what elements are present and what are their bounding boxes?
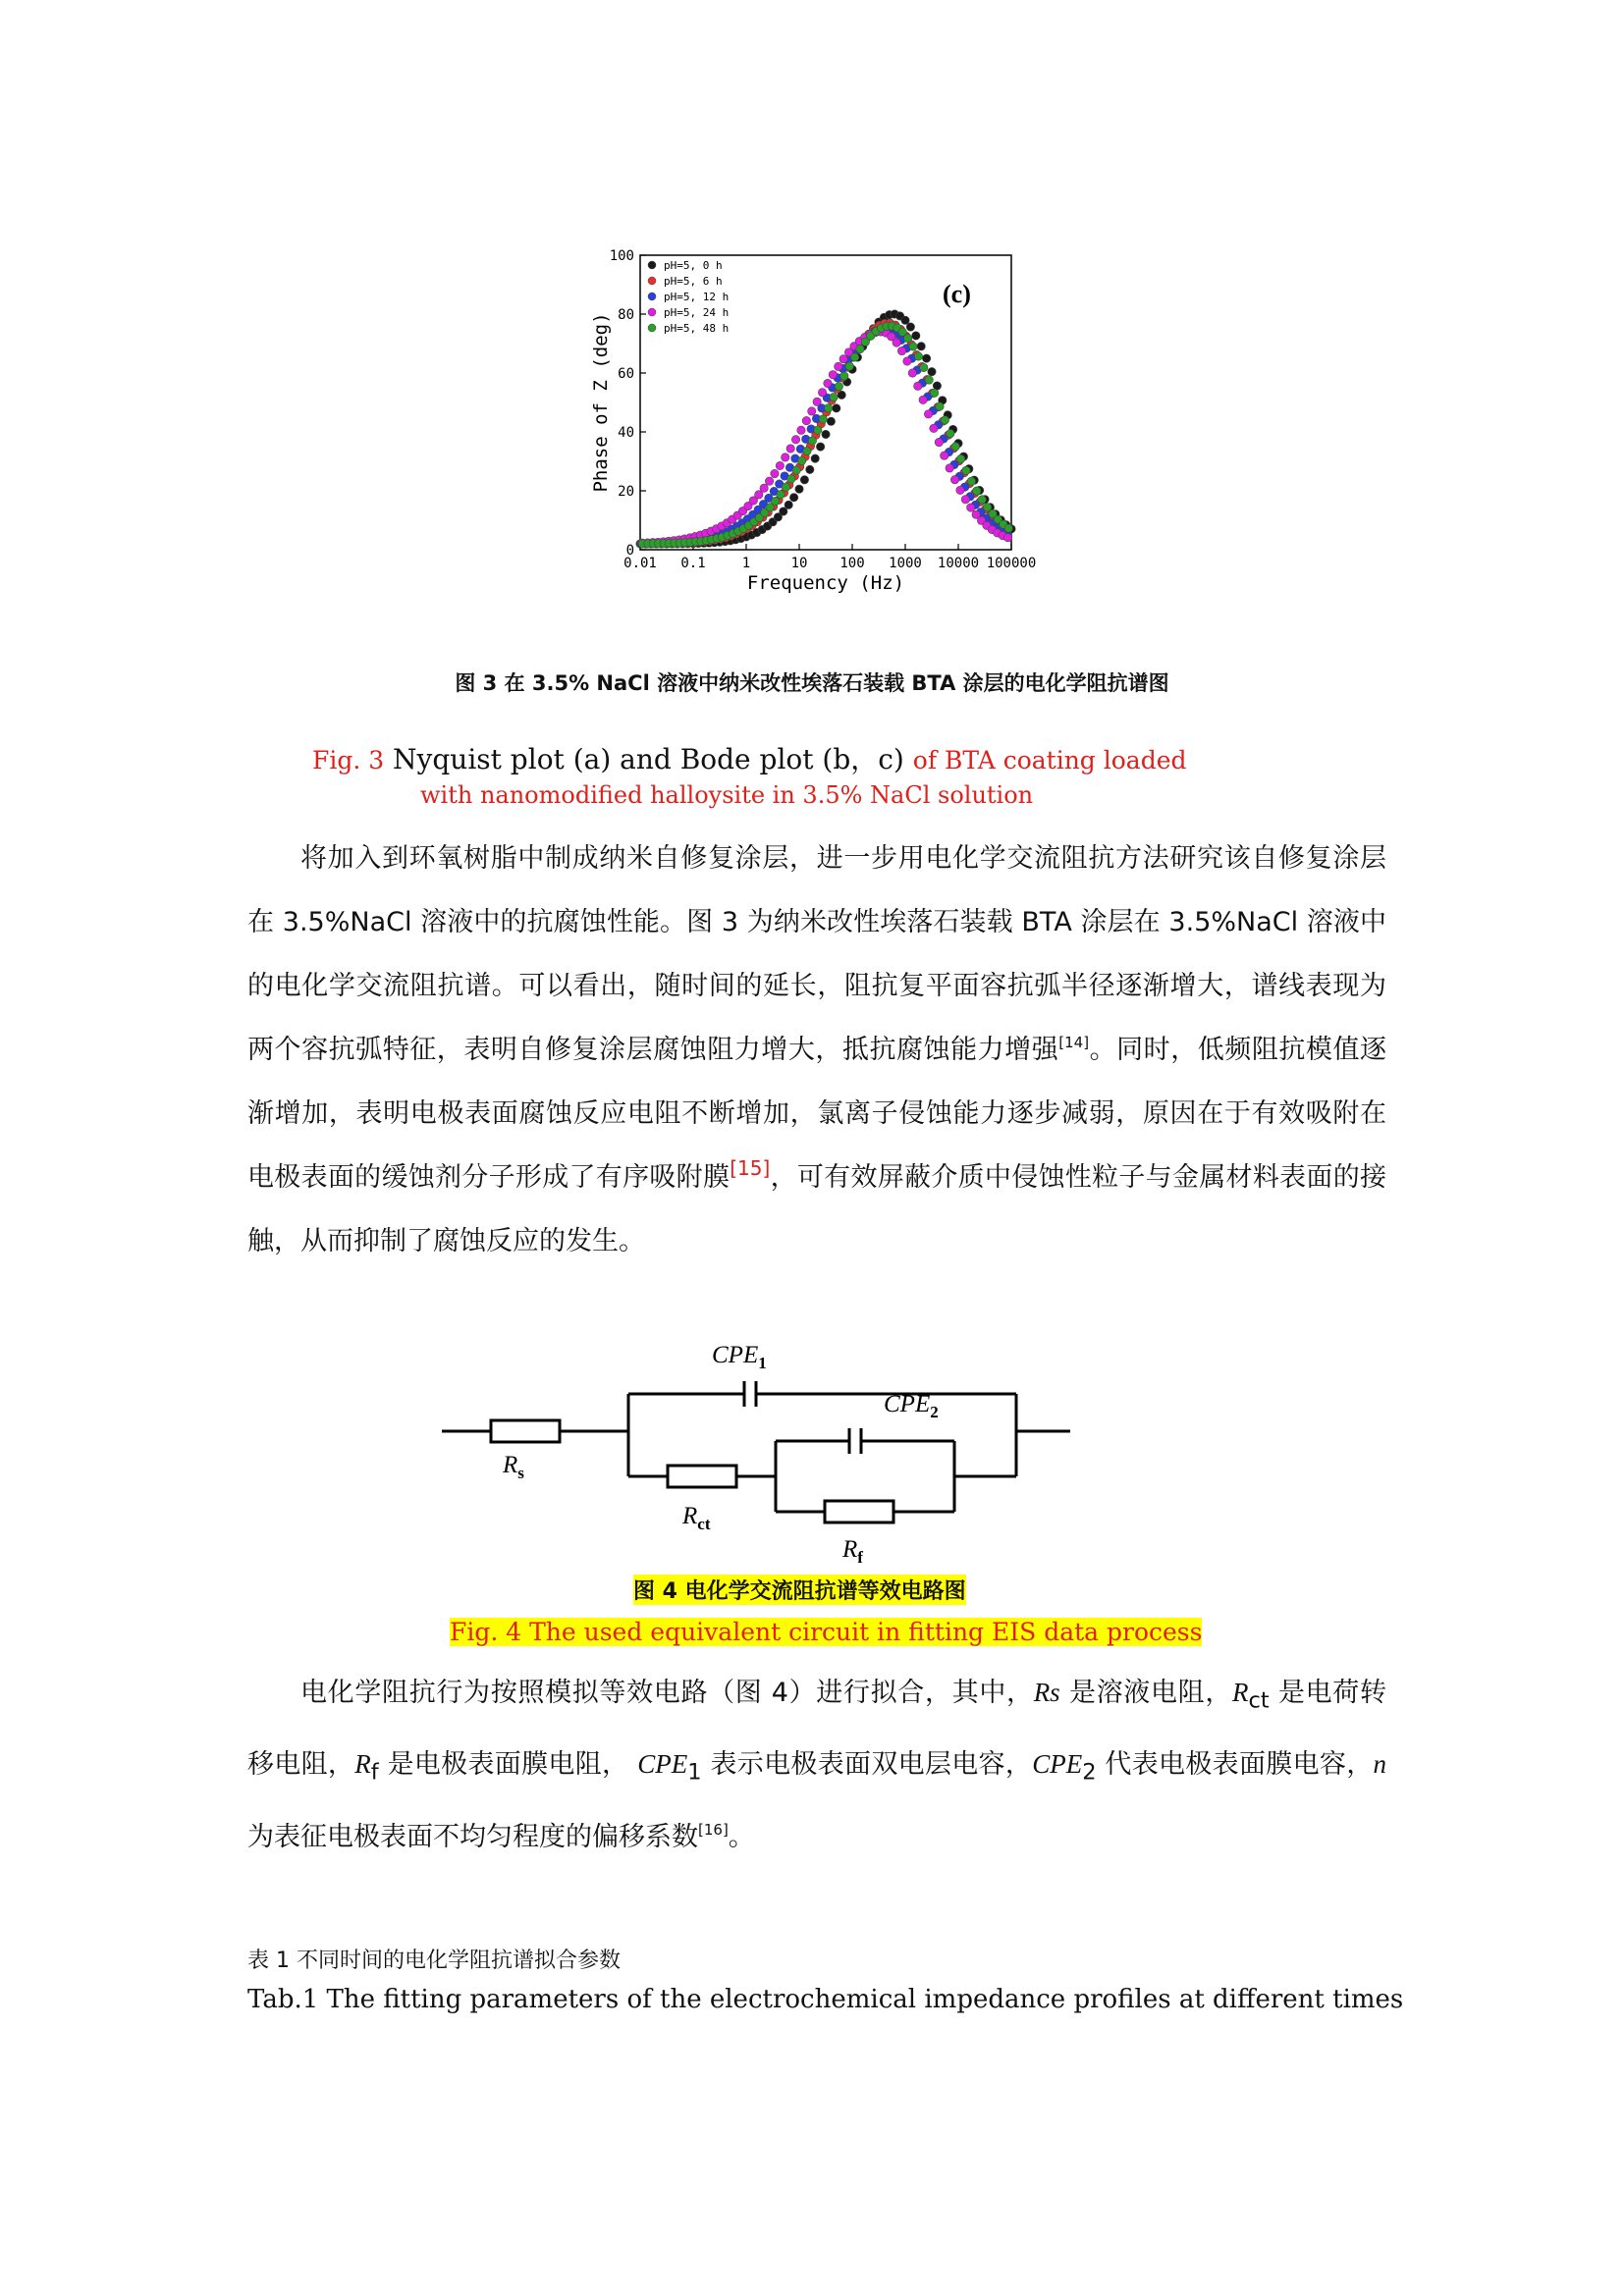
legend-marker	[648, 308, 656, 316]
x-tick-label: 0.1	[680, 556, 706, 571]
data-point	[771, 469, 779, 477]
citation-14: [14]	[1058, 1034, 1090, 1051]
data-point	[1003, 533, 1011, 541]
data-point	[935, 438, 943, 446]
data-point	[928, 367, 936, 375]
data-point	[782, 454, 789, 461]
data-point	[760, 484, 768, 492]
data-point	[936, 402, 944, 410]
x-tick-label: 1	[741, 556, 751, 571]
data-point	[946, 464, 953, 472]
data-point	[917, 343, 925, 350]
data-point	[819, 415, 827, 423]
para2-t8: 。	[728, 1821, 755, 1852]
data-point	[919, 396, 927, 403]
para1-text-1: 将加入到环氧树脂中制成纳米自修复涂层，进一步用电化学交流阻抗方法研究该自修复涂层在 3.5%NaCl 溶液中的抗腐蚀性能。图 3 为纳米改性埃落石装载 BTA 涂层在 3.5%NaCl 溶液中的电化学交流阻抗谱。可以看出，随时间的延长，阻抗复平面容抗弧半径逐渐增大，谱线表现为两个容抗弧特征，表明自修复涂层腐蚀阻力增大，抵抗腐蚀能力增强	[247, 843, 1386, 1065]
para2-t7: 为表征电极表面不均匀程度的偏移系数	[247, 1821, 698, 1852]
data-point	[789, 494, 797, 502]
data-point	[920, 363, 928, 371]
y-tick-label: 80	[618, 307, 634, 323]
para2-t4: 是电极表面膜电阻，	[378, 1749, 638, 1781]
para1-text-2: 。同时，低频阻抗模值逐渐增加，表明电极表面腐蚀反应电阻不断增加，氯离子侵蚀能力逐步减弱，原因在于有效吸附在电极表面的缓蚀剂分子形成了有序吸附膜	[247, 1035, 1387, 1193]
x-tick-label: 1000	[889, 556, 922, 571]
fig4-caption-cn: 图 4 电化学交流阻抗谱等效电路图	[633, 1575, 966, 1605]
data-point	[771, 497, 779, 505]
data-point	[914, 352, 922, 360]
y-tick-label: 40	[618, 425, 634, 441]
legend-marker	[648, 261, 656, 269]
panel-label: (c)	[943, 280, 971, 308]
para2-t2: 是溶液电阻，	[1059, 1678, 1232, 1708]
data-point	[824, 404, 832, 412]
data-point	[967, 477, 975, 485]
sym-rct: R	[1232, 1678, 1249, 1707]
legend-label: pH=5, 12 h	[664, 291, 730, 303]
x-tick-label: 100000	[986, 556, 1037, 571]
table1-title-en: Tab.1 The fitting parameters of the electrochemical impedance profiles at different times	[247, 1985, 1404, 2014]
sym-rf: R	[354, 1749, 371, 1780]
data-point	[802, 416, 810, 424]
data-point	[950, 475, 958, 483]
sym-cpe1-sub: 1	[687, 1759, 702, 1786]
citation-16: [16]	[698, 1820, 729, 1839]
data-point	[850, 353, 858, 361]
y-tick-label: 20	[618, 484, 634, 500]
x-tick-label: 10	[790, 556, 808, 571]
body-paragraph-1	[247, 827, 1386, 1273]
x-tick-label: 10000	[937, 556, 980, 571]
legend-label: pH=5, 6 h	[664, 275, 723, 288]
data-point	[822, 430, 830, 438]
sym-n: n	[1373, 1749, 1387, 1780]
data-point	[908, 369, 916, 377]
data-point	[787, 475, 795, 483]
data-point	[835, 362, 842, 370]
data-point	[827, 417, 835, 425]
data-point	[845, 362, 853, 370]
data-point	[833, 404, 840, 412]
citation-15: [15]	[730, 1156, 771, 1180]
data-point	[786, 445, 794, 453]
sym-rct-sub: ct	[1248, 1687, 1270, 1714]
rct-label: $R_{ct}$	[682, 1503, 711, 1533]
legend-label: pH=5, 24 h	[664, 306, 730, 319]
data-point	[803, 447, 811, 454]
data-point	[930, 424, 938, 432]
data-point	[967, 504, 975, 511]
sym-rs: Rs	[1033, 1678, 1060, 1707]
data-point	[914, 382, 922, 390]
data-point	[893, 339, 900, 347]
data-point	[903, 357, 911, 365]
data-point	[930, 389, 938, 397]
data-point	[962, 466, 970, 474]
legend-marker	[648, 277, 656, 285]
data-point	[840, 372, 848, 380]
data-point	[835, 382, 842, 390]
data-point	[956, 454, 964, 462]
sym-rf-sub: f	[370, 1759, 379, 1786]
data-point	[901, 316, 909, 324]
data-point	[906, 323, 914, 331]
data-point	[808, 407, 816, 415]
table1-title-cn: 表 1 不同时间的电化学阻抗谱拟合参数	[247, 1949, 621, 1973]
sym-cpe1: CPE	[637, 1749, 688, 1780]
data-point	[777, 491, 785, 499]
fig3-caption-en-line2: with nanomodified halloysite in 3.5% NaCl solution	[420, 781, 1034, 809]
data-point	[909, 343, 917, 350]
data-point	[1004, 524, 1012, 532]
sym-cpe2: CPE	[1032, 1749, 1083, 1780]
legend-label: pH=5, 0 h	[664, 259, 723, 272]
data-point	[973, 487, 981, 495]
para2-t1: 电化学阻抗行为按照模拟等效电路（图 4）进行拟合，其中，	[300, 1678, 1034, 1708]
body-paragraph-2	[247, 1661, 1386, 1869]
legend-marker	[648, 293, 656, 300]
data-point	[947, 429, 954, 437]
data-point	[791, 436, 799, 444]
data-point	[839, 355, 847, 363]
bode-phase-chart	[579, 236, 1060, 599]
rs-resistor	[491, 1420, 560, 1442]
rs-label: $R_s$	[503, 1452, 524, 1482]
data-point	[797, 426, 805, 434]
fig3-caption-cn: 图 3 在 3.5% NaCl 溶液中纳米改性埃落石装载 BTA 涂层的电化学阻抗谱图	[455, 671, 1169, 695]
y-tick-label: 60	[618, 366, 634, 382]
data-point	[951, 443, 959, 451]
data-point	[903, 334, 911, 342]
data-point	[813, 398, 821, 405]
data-point	[856, 345, 864, 352]
data-point	[830, 393, 838, 400]
legend-marker	[648, 324, 656, 332]
cpe2-label: $CPE_2$	[884, 1391, 939, 1421]
legend-label: pH=5, 48 h	[664, 322, 730, 335]
data-point	[785, 501, 792, 508]
equivalent-circuit-diagram	[432, 1335, 1080, 1575]
y-tick-label: 0	[625, 543, 634, 559]
data-point	[818, 389, 826, 397]
data-point	[806, 465, 814, 473]
data-point	[978, 496, 986, 504]
data-point	[983, 503, 991, 510]
data-point	[922, 354, 930, 362]
rf-resistor	[825, 1501, 893, 1522]
data-point	[924, 410, 932, 418]
data-point	[811, 454, 819, 462]
x-tick-label: 0.01	[623, 556, 657, 571]
data-point	[829, 371, 837, 379]
rct-resistor	[668, 1466, 736, 1487]
data-point	[961, 496, 969, 504]
data-point	[824, 379, 832, 387]
data-point	[925, 376, 933, 384]
data-point	[956, 486, 964, 494]
data-point	[792, 466, 800, 474]
data-point	[782, 483, 789, 491]
data-point	[795, 485, 803, 493]
sym-cpe2-sub: 2	[1082, 1759, 1097, 1786]
data-point	[912, 332, 920, 340]
fig4-caption-en: Fig. 4 The used equivalent circuit in fitting EIS data process	[450, 1618, 1203, 1646]
data-point	[897, 347, 905, 354]
data-point	[797, 456, 805, 464]
x-axis-label: Frequency (Hz)	[746, 572, 905, 594]
cpe1-label: $CPE_1$	[712, 1342, 767, 1372]
data-point	[765, 477, 773, 485]
y-axis-label: Phase of Z (deg)	[590, 312, 612, 493]
fig3-caption-en	[312, 738, 1187, 777]
y-tick-label: 100	[609, 248, 634, 264]
fig3-label: Fig. 3	[312, 746, 385, 774]
rf-label: $R_f$	[842, 1536, 863, 1567]
fig3-caption-mid: Nyquist plot (a) and Bode plot (b，c)	[384, 743, 913, 775]
data-point	[776, 461, 784, 469]
para2-t3: 是电荷转移电阻，	[247, 1678, 1386, 1781]
para2-t5: 表示电极表面双电层电容，	[701, 1749, 1033, 1781]
data-point	[816, 443, 824, 451]
data-point	[800, 476, 808, 484]
para2-t6: 代表电极表面膜电容，	[1096, 1749, 1374, 1781]
data-point	[808, 437, 816, 445]
data-point	[941, 416, 948, 424]
data-point	[941, 452, 948, 459]
fig3-caption-tail: of BTA coating loaded	[912, 746, 1187, 774]
para1-text-3: ，可有效屏蔽介质中侵蚀性粒子与金属材料表面的接触，从而抑制了腐蚀反应的发生。	[247, 1162, 1387, 1256]
x-tick-label: 100	[839, 556, 865, 571]
data-point	[814, 426, 822, 434]
